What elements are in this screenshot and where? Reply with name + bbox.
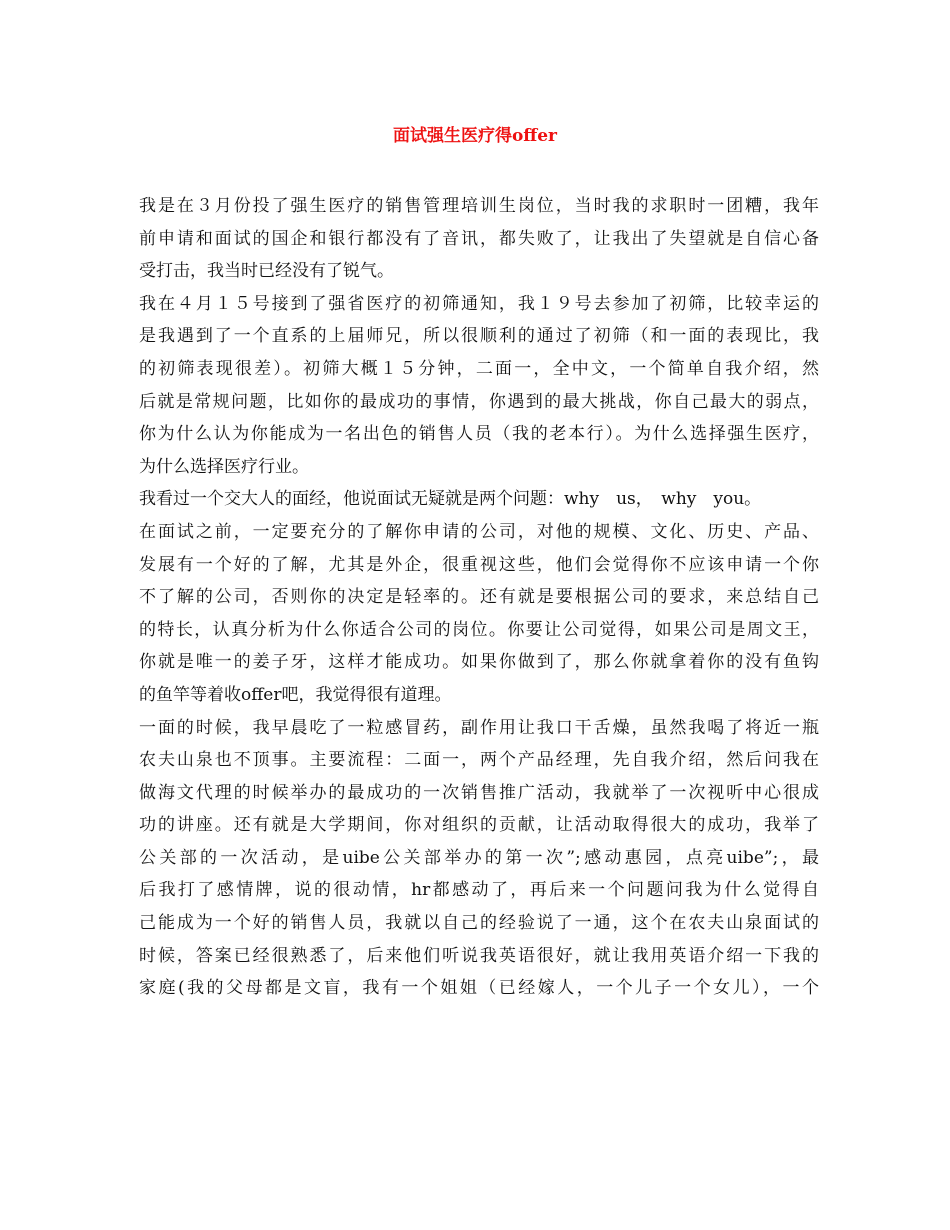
body-text-line: 我是在３月份投了强生医疗的销售管理培训生岗位，当时我的求职时一团糟，我年	[139, 196, 819, 216]
body-text-line: 时候，答案已经很熟悉了，后来他们听说我英语很好，就让我用英语介绍一下我的	[139, 945, 819, 966]
body-text-line: 发展有一个好的了解，尤其是外企，很重视这些，他们会觉得你不应该申请一个你	[139, 554, 819, 575]
body-text-line: 受打击，我当时已经没有了锐气。	[139, 261, 394, 282]
body-text-line: 功的讲座。还有就是大学期间，你对组织的贡献，让活动取得很大的成功，我举了	[139, 815, 819, 836]
body-text-line: 后我打了感情牌，说的很动情，hr都感动了，再后来一个问题问我为什么觉得自	[139, 880, 819, 901]
body-text-line: 家庭(我的父母都是文盲，我有一个姐姐（已经嫁人，一个儿子一个女儿），一个	[139, 978, 819, 999]
body-text-line: 你为什么认为你能成为一名出色的销售人员（我的老本行）。为什么选择强生医疗，	[139, 424, 819, 445]
body-text-line: 的初筛表现很差）。初筛大概１５分钟，二面一，全中文，一个简单自我介绍，然	[139, 358, 819, 379]
body-text-line: 公关部的一次活动，是uibe公关部举办的第一次”;感动惠园，点亮uibe”;，最	[139, 847, 819, 868]
document-title: 面试强生医疗得offer	[392, 126, 558, 146]
body-text-line: 的鱼竿等着收offer吧，我觉得很有道理。	[139, 684, 452, 705]
body-text-line: 后就是常规问题，比如你的最成功的事情，你遇到的最大挑战，你自己最大的弱点，	[139, 391, 819, 412]
body-text-line: 前申请和面试的国企和银行都没有了音讯，都失败了，让我出了失望就是自信心备	[139, 228, 819, 249]
body-text-line: 己能成为一个好的销售人员，我就以自己的经验说了一通，这个在农夫山泉面试的	[139, 913, 819, 934]
document-body	[139, 190, 819, 1005]
body-text-line: 农夫山泉也不顶事。主要流程：二面一，两个产品经理，先自我介绍，然后问我在	[139, 750, 819, 771]
body-text-line: 你就是唯一的姜子牙，这样才能成功。如果你做到了，那么你就拿着你的没有鱼钩	[139, 652, 819, 673]
body-text-line: 我在４月１５号接到了强省医疗的初筛通知，我１９号去参加了初筛，比较幸运的	[139, 293, 819, 314]
body-text-line: 一面的时候，我早晨吃了一粒感冒药，副作用让我口干舌燥，虽然我喝了将近一瓶	[139, 717, 819, 738]
body-text-line: 做海文代理的时候举办的最成功的一次销售推广活动，我就举了一次视听中心很成	[139, 782, 819, 803]
body-text-line: 在面试之前，一定要充分的了解你申请的公司，对他的规模、文化、历史、产品、	[139, 521, 819, 542]
body-text-line: 我看过一个交大人的面经，他说面试无疑就是两个问题：why us， why you。	[139, 489, 762, 510]
body-text-line: 不了解的公司，否则你的决定是轻率的。还有就是要根据公司的要求，来总结自己	[139, 587, 819, 608]
body-text-line: 的特长，认真分析为什么你适合公司的岗位。你要让公司觉得，如果公司是周文王，	[139, 619, 819, 640]
body-text-line: 为什么选择医疗行业。	[139, 456, 309, 477]
body-text-line: 是我遇到了一个直系的上届师兄，所以很顺利的通过了初筛（和一面的表现比，我	[139, 326, 819, 347]
